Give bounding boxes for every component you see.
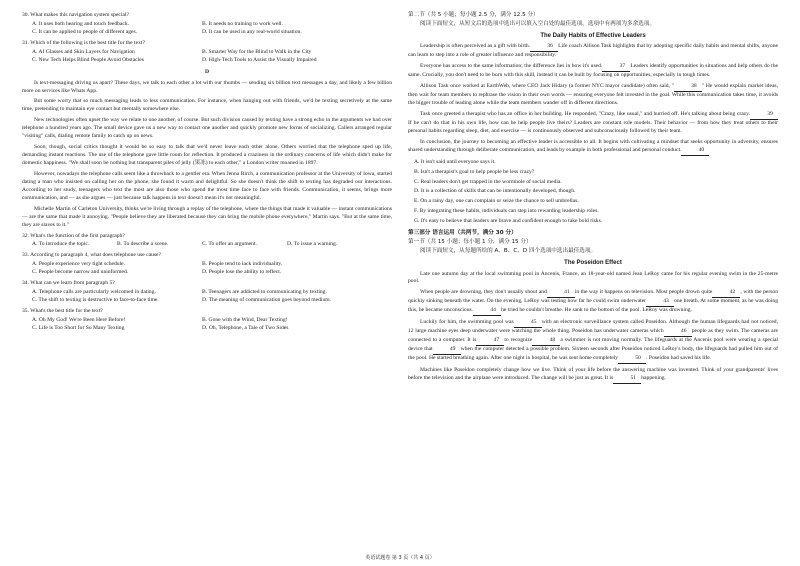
- blank-43[interactable]: 43: [646, 298, 674, 307]
- passage-paragraph: [408, 319, 778, 364]
- passage-paragraph: However, nowadays the telephone calls seem like a throwback to a gentler era. When Jenna Birch, a communication professor at the University of Iowa, started dating a man who insisted on calling her on the phone, she found it warm and delightful. So she doesn't think the shift to texting has degraded our interactions. According to her study, teenagers who text the most are also those who spend the most time face to face with friends. Communication, it seems, brings more communication, and — as she argues — just because talk happens in text doesn't mean it's not meaningful.: [22, 170, 392, 201]
- passage-paragraph: Soon, though, social critics thought it would be so easy to talk that we'd never leave each other alone. Others worried that the telephone sped up life, demanding instant reactions. The use of the telephone gave little room for reflection. It produced a craziness in the ordinary concerns of life which didn't make for domestic happiness. "We shall soon be nothing but transparent piles of jelly (果冻) to each other," a London writer moaned in 1897.: [22, 144, 392, 166]
- option: B. Gone with the Wind, Dear Texting!: [202, 316, 288, 323]
- passage-paragraph: Is text-messaging driving us apart? These days, we talk to each other a lot with our thumbs — sending six billion text messages a day, and likely a few billion more on services like Whats App.: [22, 79, 392, 94]
- text: When people are drowning, they don't usually shout and: [420, 289, 547, 296]
- question-32: 32. What's the function of the first paragraph?: [22, 232, 125, 239]
- text: , with the person quickly sinking beneath the water. On the evening, LeRoy was testing how far he could swim underwater: [408, 289, 779, 305]
- text: Leaders identify opportunities in situations and help others do the same. Crucially, you don't need to be born with this skill, instead it can be built by focusing on opportunities, especially in tough times.: [408, 63, 779, 79]
- answer-option: C. Real leaders don't get trapped in the wormhole of social media.: [414, 178, 562, 185]
- option: D. Oh, Telephone, a Tale of Two Sides: [202, 324, 289, 331]
- answer-option: G. It's easy to believe that leaders are brave and confident enough to take bold risks.: [414, 218, 603, 225]
- option: C. New Tech Helps Blind People Avoid Obstacles: [32, 56, 144, 63]
- blank-47[interactable]: 47: [476, 337, 504, 346]
- option: A. To introduce the topic.: [32, 241, 90, 248]
- left-column: [22, 12, 392, 336]
- passage-paragraph: [408, 111, 778, 136]
- answer-option: F. By integrating these habits, individuals can step into rewarding leadership roles.: [414, 208, 599, 215]
- section-d-heading: D: [204, 68, 210, 75]
- blank-41[interactable]: 41: [547, 289, 575, 298]
- passage-paragraph: Michelle Martin of Carleton University, thinks we're living through a replay of the telephone, where the things that made it valuable — instant communications — are the same that made it annoying. "People believe they are liberated because they can bring the mobile phone everywhere," Martin says. "But at the same time, they are slaves to it.": [22, 205, 392, 228]
- question-30: 30. What makes this navigation system special?: [22, 12, 129, 18]
- option: C. The shift to texting is destructive to face-to-face time.: [32, 297, 159, 304]
- part-3-instructions: 阅读下面短文，从每题所给的 A、B、C、D 四个选项中选出最佳选项。: [420, 248, 597, 255]
- passage-paragraph: [408, 83, 778, 108]
- question-35-options: [32, 317, 392, 333]
- blank-50[interactable]: 50: [618, 355, 646, 364]
- option: A. Oh My God! We're Been Here Before!: [32, 316, 126, 323]
- answer-options-list: [414, 159, 778, 227]
- blank-45[interactable]: 45: [514, 319, 542, 328]
- option: A. People experience very tight schedule.: [32, 261, 126, 268]
- text: In conclusion, the journey to becoming an effective leader is accessible to all. It begins with cultivating a mindset that seeks opportunity in adversity, ensures shared understanding through deliberate communication, and leads by example in both professional and personal conduct.: [408, 138, 778, 153]
- answer-option: E. On a rainy day, one can complain or seize the chance to sell umbrellas.: [414, 198, 579, 205]
- text: Allison Task once worked at EarthWeb, where CEO Jack Hidary (a former NYC mayor candidate) often said, ": [420, 83, 674, 90]
- text: people as they swim. The cameras are connected to a computer. It is: [408, 328, 778, 344]
- blank-44[interactable]: 44: [473, 307, 501, 316]
- question-33: 33. According to paragraph 4, what does telephone use cause?: [22, 252, 162, 259]
- option: D. The meaning of communication goes beyond medium.: [202, 297, 331, 304]
- question-31: 31. Which of the following is the best title for the text?: [22, 39, 145, 46]
- passage-paragraph: But some worry that so much messaging leads to less communication. For instance, when hanging out with friends, we'd be texting secretively at the same time, pretending to maintain eye contact but mentally somewhere else.: [22, 98, 392, 113]
- page-footer: 英语试题卷 第 3 页（共 4 页）: [365, 554, 435, 561]
- option: D. It can be used in any real-world situation.: [202, 28, 302, 35]
- question-33-options: [32, 261, 392, 277]
- blank-37[interactable]: 37: [602, 63, 630, 72]
- option: A. It uses both hearing and touch feedback.: [32, 20, 130, 27]
- text: one breath. At some moment, as he was doing this, he became unconscious.: [408, 298, 779, 314]
- option: B. Smarter Way for the Blind to Walk in the City: [202, 48, 312, 55]
- option: A. Telephone calls are particularly welcomed in dating.: [32, 289, 156, 296]
- part-3-subheader: 第一节（共 15 小题；每小题 1 分，满分 15 分）: [408, 239, 532, 246]
- option: C. People become narrow and uninformed.: [32, 269, 129, 276]
- passage-title: The Poseidon Effect: [564, 260, 622, 267]
- blank-39[interactable]: 39: [750, 111, 778, 120]
- question-30-options: [32, 21, 392, 37]
- option: B. People tend to lack individuality.: [202, 261, 283, 268]
- section-2-instructions: 阅读下面短文，从短文后的选项中选出可以填入空白处的最佳选项。选项中有两项为多余选项。: [420, 20, 655, 27]
- blank-48[interactable]: 48: [532, 337, 560, 346]
- question-34: 34. What can we learn from paragraph 5?: [22, 280, 115, 287]
- text: Machines like Poseidon completely change how we live. Think of your life before the answering machine was invented. Think of your grandparents' lives before the television and the airplane were introduced. The change will be just as great. It is: [408, 366, 778, 381]
- option: A. AI Glasses and Skin Layers for Navigation: [32, 48, 135, 55]
- option: C. Life is Too Short for So Many Texting: [32, 324, 125, 331]
- question-34-options: [32, 289, 392, 305]
- text: If he can't do that in his own life, how can he help people live theirs? Leaders are constant role models. Their behavior — from how they treat others to their personal habits regarding sleep, diet, and exercise — is continuously observed and subconsciously followed by their team.: [408, 119, 778, 134]
- passage-paragraph: [408, 43, 778, 60]
- option: D. To issue a warning.: [287, 241, 338, 248]
- text: when the computer detected a possible problem. Sixteen seconds after Poseidon noticed LeRoy's body, the lifeguards had pulled him out of the pool. He started breathing again. After one night in hospital, he was sent home completely: [408, 346, 778, 361]
- passage-title: The Daily Habits of Effective Leaders: [540, 32, 646, 39]
- blank-42[interactable]: 42: [712, 289, 740, 298]
- part-3-header: 第三部分 语言运用（共两节，满分 30 分）: [408, 230, 517, 237]
- text: with an electronic surveillance system called Poseidon. Although the human lifeguards had not noticed, 12 large machine eyes deep underwater were watching the whole thing. Poseidon has underwater cameras which: [408, 319, 778, 335]
- passage-paragraph: [408, 367, 778, 384]
- question-31-options: [32, 49, 392, 65]
- option: B. Teenagers are addicted to communicating by texting.: [202, 289, 327, 296]
- question-35: 35. What's the best title for the text?: [22, 308, 103, 314]
- blank-49[interactable]: 49: [433, 346, 461, 355]
- passage-paragraph: [408, 139, 778, 156]
- answer-option: D. It is a collection of skills that can be intentionally developed, though.: [414, 188, 576, 195]
- option: C. It can be applied to people of different ages.: [32, 28, 138, 35]
- text: Luckily for him, the swimming pool was: [420, 319, 514, 326]
- blank-40[interactable]: 40: [681, 147, 709, 156]
- section-2-header: 第二节（共 5 小题；每小题 2.5 分，满分 12.5 分）: [408, 12, 539, 18]
- passage-paragraph: New technologies often upset the way we relate to one another, of course. But such division caused by texting have a strong echo in the arguments we had over telephone a hundred years ago. The small device gave us a new way to contact one another and quickly promote new forms of socializing. Callers arranged regular "visiting" calls, dialing remote family to catch up on news.: [22, 117, 392, 140]
- right-column: [408, 12, 778, 387]
- text: " He would explain market ideas, then wait for team members to rephrase the vision in their own words — ensuring everyone felt invested in the goal. While this communication takes time, it avoids the bigger trouble of leading alone while the team members wander off in different directions.: [408, 83, 779, 107]
- passage-paragraph: [408, 63, 778, 80]
- text: Everyone has access to the same information; the difference lies in how it's used.: [420, 63, 603, 70]
- text: happening.: [641, 374, 666, 381]
- text: Leadership is often perceived as a gift with birth.: [420, 43, 531, 50]
- text: to recognize: [504, 337, 533, 344]
- option: D. High-Tech Tools to Assist the Visually Impaired: [202, 56, 317, 63]
- option: B. To describe a scene.: [117, 241, 169, 248]
- text: a swimmer is not moving normally. The lifeguards at the Ancenis pool were wearing a special device that: [408, 337, 778, 353]
- text: he tried he couldn't breathe. He sank to the bottom of the pool. LeRoy was drowning.: [501, 307, 692, 314]
- text: in the way it happens on television. Most people drown quite: [574, 289, 713, 296]
- blank-51[interactable]: 51: [613, 375, 641, 384]
- text: . Poseidon had saved his life.: [646, 354, 712, 361]
- answer-option: B. Isn't a therapist's goal to help people be less crazy?: [414, 168, 535, 175]
- answer-option: A. It isn't said until everyone says it.: [414, 158, 496, 165]
- option: D. People lose the ability to reflect.: [202, 269, 282, 276]
- passage-paragraph: Late one autumn day at the local swimming pool in Ancenis, France, an 18-year-old named Jean LeRoy came for his regular evening swim in the 25-metre pool.: [408, 270, 778, 285]
- option: B. It needs no training to work well.: [202, 20, 283, 27]
- text: Life coach Allison Task highlights that by adopting specific daily habits and mental shifts, anyone can learn to step into a role of greater influence and responsibility.: [408, 43, 779, 59]
- blank-38[interactable]: 38: [674, 83, 702, 92]
- blank-36[interactable]: 36: [530, 43, 558, 52]
- question-32-options: [32, 241, 392, 249]
- option: C. To offer an argument.: [202, 241, 257, 248]
- text: Task once greeted a therapist who has an office in her building. He responded, "Crazy, like usual," and hurried off. He's talking about being crazy.: [420, 110, 750, 117]
- passage-paragraph: [408, 289, 778, 316]
- blank-46[interactable]: 46: [664, 328, 692, 337]
